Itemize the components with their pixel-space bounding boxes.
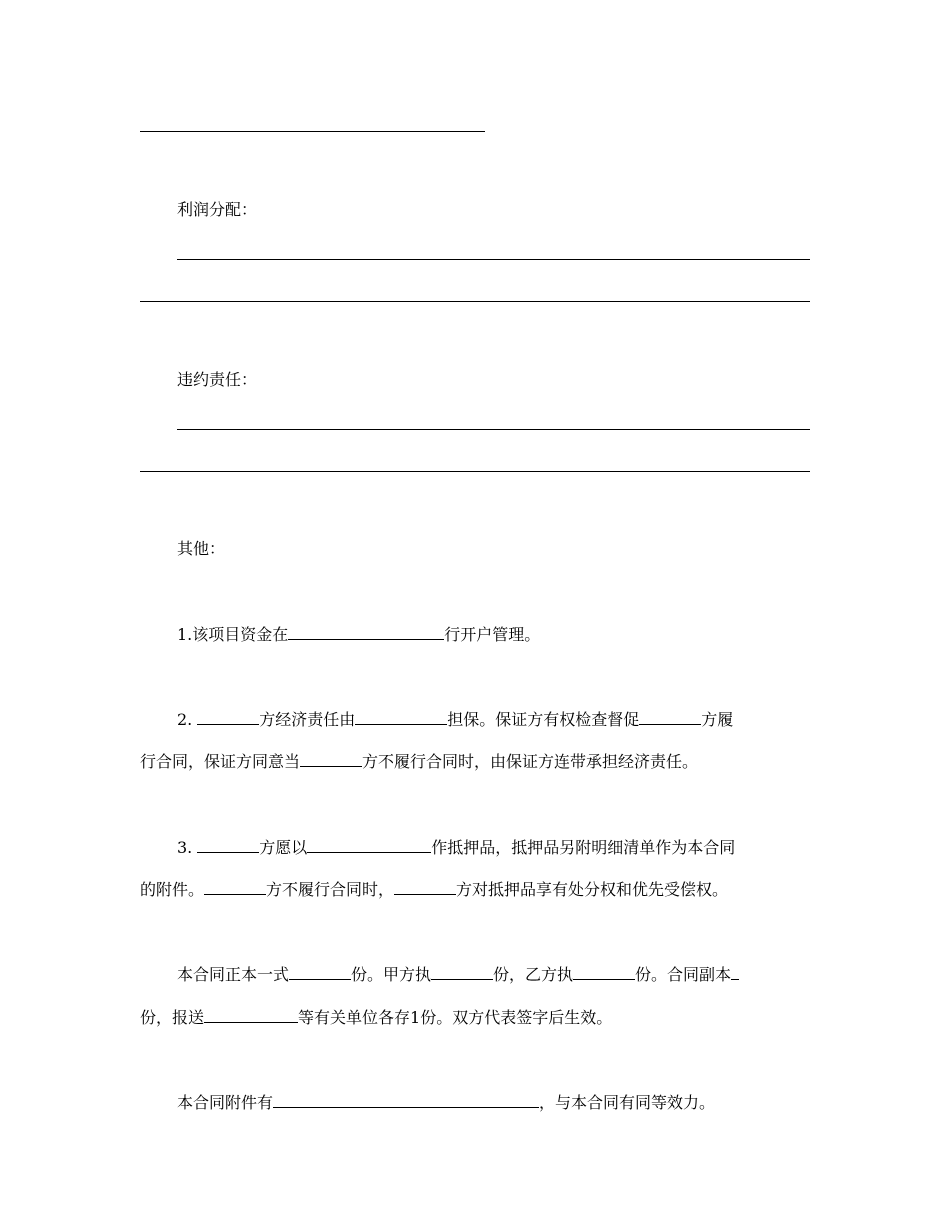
profit-fill-line-2[interactable] — [140, 301, 810, 302]
party-a-copies-blank[interactable] — [431, 964, 493, 980]
pledging-party-blank[interactable] — [197, 837, 259, 853]
breach-fill-line-1[interactable] — [177, 429, 810, 430]
original-count-blank[interactable] — [289, 964, 351, 980]
guarantor-blank[interactable] — [355, 709, 447, 725]
party-blank[interactable] — [197, 709, 259, 725]
clause-1: 1.该项目资金在 行开户管理。 — [177, 625, 541, 644]
attachments-line: 本合同附件有 ，与本合同有同等效力。 — [177, 1093, 716, 1112]
breach-heading: 违约责任： — [177, 370, 258, 389]
clause-3-line-2: 的附件。 方不履行合同时， 方对抵押品享有处分权和优先受偿权。 — [140, 880, 729, 899]
clause-2-line-1: 2. 方经济责任由 担保。保证方有权检查督促 方履 — [177, 710, 734, 729]
other-heading: 其他： — [177, 539, 226, 558]
recipient-units-blank[interactable] — [204, 1007, 298, 1023]
top-fill-line — [140, 131, 485, 132]
duplicate-count-blank[interactable] — [731, 964, 739, 980]
secured-party-blank[interactable] — [394, 879, 456, 895]
party-b-copies-blank[interactable] — [573, 964, 635, 980]
clause-2-line-2: 行合同，保证方同意当 方不履行合同时，由保证方连带承担经济责任。 — [140, 752, 699, 771]
collateral-blank[interactable] — [307, 837, 431, 853]
clause-3-line-1: 3. 方愿以 作抵押品，抵押品另附明细清单作为本合同 — [177, 838, 736, 857]
clause-1-number: 1. — [177, 625, 193, 644]
profit-heading: 利润分配： — [177, 200, 258, 219]
nonperforming-party-blank[interactable] — [204, 879, 266, 895]
copies-line-2: 份，报送 等有关单位各存1份。双方代表签字后生效。 — [140, 1008, 613, 1027]
supervised-party-blank[interactable] — [639, 709, 701, 725]
breach-fill-line-2[interactable] — [140, 471, 810, 472]
profit-fill-line-1[interactable] — [177, 259, 810, 260]
attachments-blank[interactable] — [273, 1092, 539, 1108]
clause-3-number: 3. — [177, 838, 193, 857]
bank-name-blank[interactable] — [288, 624, 444, 640]
copies-line-1: 本合同正本一式 份。甲方执 份，乙方执 份。合同副本 — [177, 964, 739, 985]
defaulting-party-blank[interactable] — [300, 751, 362, 767]
clause-2-number: 2. — [177, 710, 193, 729]
